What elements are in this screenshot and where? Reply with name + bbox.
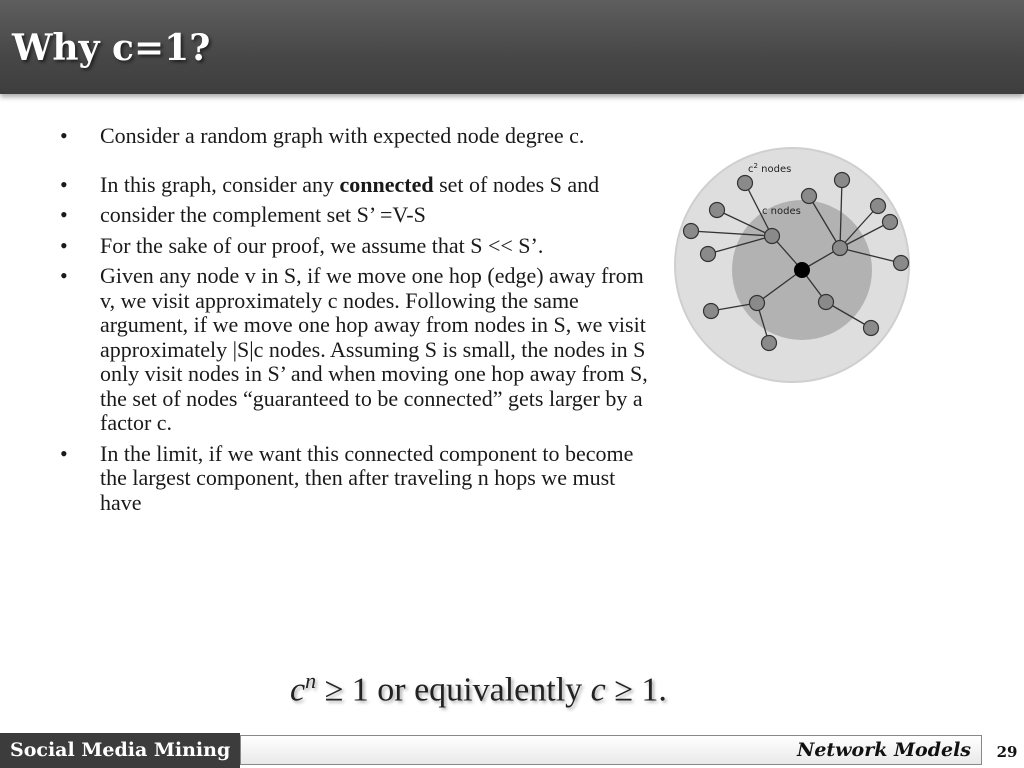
bullet-text: Consider a random graph with expected node degree c.: [100, 123, 585, 148]
equation: $c^n \ge 1$ or equivalently c ≥ 1.: [290, 668, 667, 709]
bullet-item: [60, 264, 650, 436]
bullet-item: [60, 203, 650, 228]
bullet-item: [60, 124, 650, 149]
bullet-text: set of nodes S and: [433, 171, 600, 197]
network-figure: [668, 146, 916, 384]
bullet-text: In this graph, consider any: [100, 171, 340, 197]
bullet-text: For the sake of our proof, we assume that S << S’.: [100, 232, 544, 258]
bullet-item: [60, 442, 650, 516]
bullet-bold-text: connected: [339, 171, 434, 197]
c-nodes-label: c nodes: [762, 206, 801, 217]
bullet-item: [60, 173, 650, 198]
title-bar: [0, 0, 1024, 94]
bullet-item: [60, 234, 650, 259]
page-number: 29: [996, 743, 1018, 761]
bullet-text: In the limit, if we want this connected component to become the largest component, then after traveling n hops we must have: [100, 440, 634, 515]
slide-title: Why c=1?: [12, 27, 211, 69]
center-node: [794, 262, 810, 278]
footer-chapter-title: Network Models: [240, 735, 982, 765]
bullet-text: Given any node v in S, if we move one hop (edge) away from v, we visit approximately c nodes. Following the same argument, if we move one hop away from nodes in S, we visit approximately |S|c nodes. Assuming S is small, the nodes in S only visit nodes in S’ and when moving one hop away from S, the set of nodes “guaranteed to be connected” gets larger by a factor c.: [100, 263, 648, 435]
c2-nodes-label: $c^2$ nodes: [748, 162, 792, 175]
bullet-list: [60, 124, 650, 521]
bullet-text: consider the complement set S’ =V-S: [100, 202, 426, 227]
footer-course-title: Social Media Mining: [0, 733, 240, 768]
